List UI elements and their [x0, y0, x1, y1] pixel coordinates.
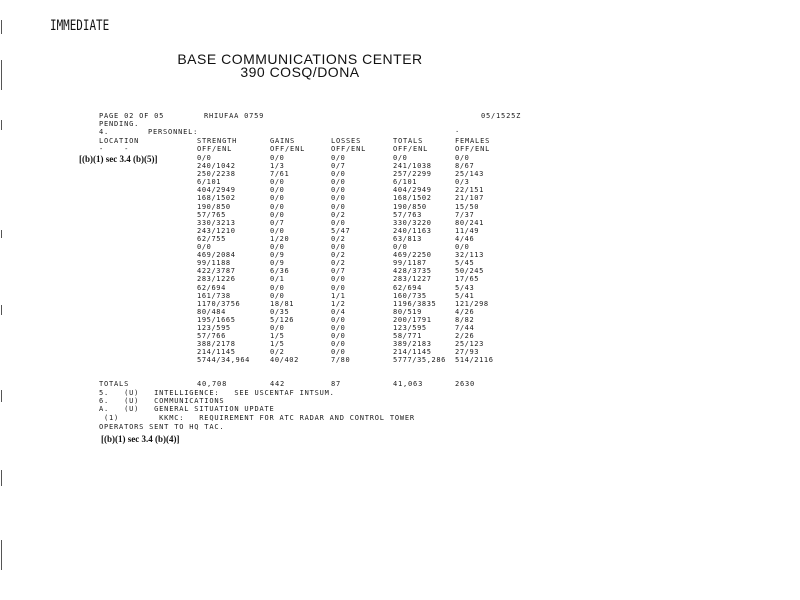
- message-ref: RHIUFAA 0759: [204, 112, 265, 120]
- table-cell-strength: 469/2084: [197, 251, 236, 260]
- table-cell-totals: 0/0: [393, 154, 408, 162]
- table-cell-totals: 160/735: [393, 291, 427, 300]
- table-cell-totals: 5777/35,286: [393, 356, 446, 365]
- margin-mark: [1, 390, 2, 402]
- table-cell-totals: 428/3735: [393, 267, 432, 276]
- header-line-2: 390 COSQ/DONA: [240, 64, 360, 80]
- header-totals: TOTALS: [393, 137, 424, 145]
- table-cell-females: 27/93: [455, 348, 480, 357]
- table-cell-females: 121/298: [455, 299, 489, 308]
- page-number: PAGE 02 OF 05: [99, 112, 165, 120]
- table-cell-gains: 0/9: [270, 251, 285, 260]
- table-cell-losses: 1/1: [331, 291, 346, 300]
- table-cell-strength: 0/0: [197, 154, 212, 162]
- table-cell-losses: 0/0: [331, 178, 346, 187]
- table-cell-females: 25/143: [455, 170, 484, 179]
- table-cell-gains: 0/0: [270, 194, 285, 203]
- table-cell-strength: 0/0: [197, 243, 212, 252]
- table-cell-gains: 0/0: [270, 210, 285, 219]
- subheader-gains: OFF/ENL: [270, 145, 306, 153]
- table-cell-strength: 283/1226: [197, 275, 236, 284]
- table-cell-losses: 0/0: [331, 243, 346, 252]
- totals-label: TOTALS: [99, 380, 130, 388]
- table-cell-strength: 123/595: [197, 323, 231, 332]
- section-number: 4.: [99, 128, 110, 136]
- table-cell-totals: 257/2299: [393, 170, 432, 179]
- margin-mark: [1, 20, 2, 34]
- margin-mark: [1, 305, 2, 315]
- table-cell-losses: 0/0: [331, 283, 346, 292]
- table-cell-totals: 214/1145: [393, 348, 432, 357]
- footer-line: 6. (U) COMMUNICATIONS: [99, 397, 225, 405]
- table-cell-losses: 0/0: [331, 323, 346, 332]
- table-cell-strength: 6/101: [197, 178, 222, 187]
- table-cell-totals: 1196/3835: [393, 299, 437, 308]
- subheader-location: - -: [99, 145, 130, 153]
- footer-line: OPERATORS SENT TO HQ TAC.: [99, 423, 225, 431]
- table-cell-losses: 0/0: [331, 218, 346, 227]
- table-cell-gains: 0/35: [270, 307, 290, 316]
- table-cell-strength: 62/755: [197, 234, 226, 243]
- table-cell-gains: 1/3: [270, 162, 285, 171]
- table-cell-totals: 0/0: [393, 243, 408, 252]
- table-cell-totals: 123/595: [393, 323, 427, 332]
- footer-line: A. (U) GENERAL SITUATION UPDATE: [99, 405, 275, 413]
- table-cell-females: 4/26: [455, 307, 475, 316]
- table-cell-females: 5/41: [455, 291, 475, 300]
- totals-strength: 40,708: [197, 380, 228, 388]
- table-cell-strength: 62/694: [197, 283, 226, 292]
- table-cell-strength: 99/1188: [197, 259, 231, 268]
- totals-totals: 41,063: [393, 380, 424, 388]
- table-cell-totals: 58/771: [393, 332, 422, 341]
- table-cell-strength: 190/850: [197, 202, 231, 211]
- table-cell-females: 17/65: [455, 275, 480, 284]
- table-cell-losses: 0/2: [331, 234, 346, 243]
- table-cell-females: 7/44: [455, 323, 475, 332]
- table-cell-gains: 1/20: [270, 234, 290, 243]
- header-females: FEMALES: [455, 137, 491, 145]
- table-cell-strength: 240/1042: [197, 162, 236, 171]
- table-cell-totals: 168/1502: [393, 194, 432, 203]
- table-cell-losses: 7/80: [331, 356, 351, 365]
- table-cell-females: 2/26: [455, 332, 475, 341]
- table-cell-losses: 0/0: [331, 332, 346, 341]
- totals-losses: 87: [331, 380, 342, 388]
- table-cell-females: 25/123: [455, 340, 484, 349]
- table-cell-strength: 195/1665: [197, 315, 236, 324]
- header-line-1: BASE COMMUNICATIONS CENTER: [177, 51, 423, 67]
- table-cell-strength: 57/765: [197, 210, 226, 219]
- females-column: [455, 154, 494, 364]
- table-cell-gains: 0/0: [270, 243, 285, 252]
- table-cell-totals: 404/2949: [393, 186, 432, 195]
- table-cell-females: 0/0: [455, 154, 470, 162]
- table-cell-gains: 0/0: [270, 178, 285, 187]
- table-cell-strength: 168/1502: [197, 194, 236, 203]
- table-cell-strength: 250/2238: [197, 170, 236, 179]
- table-cell-females: 21/107: [455, 194, 484, 203]
- table-cell-losses: 0/7: [331, 162, 346, 171]
- table-cell-strength: 1170/3756: [197, 299, 241, 308]
- table-cell-females: 0/3: [455, 178, 470, 187]
- redaction-label-2: [(b)(1) sec 3.4 (b)(4)]: [101, 434, 180, 444]
- gains-column: [270, 154, 299, 364]
- table-cell-females: 8/82: [455, 315, 475, 324]
- header-location: LOCATION: [99, 137, 140, 145]
- table-cell-gains: 1/5: [270, 332, 285, 341]
- header-losses: LOSSES: [331, 137, 362, 145]
- table-cell-strength: 161/738: [197, 291, 231, 300]
- table-cell-gains: 0/0: [270, 283, 285, 292]
- table-cell-totals: 63/813: [393, 234, 422, 243]
- table-cell-totals: 57/763: [393, 210, 422, 219]
- table-cell-gains: 0/2: [270, 348, 285, 357]
- marker-dot: .: [455, 126, 461, 134]
- table-cell-gains: 0/1: [270, 275, 285, 284]
- table-cell-losses: 0/2: [331, 210, 346, 219]
- table-cell-gains: 0/0: [270, 202, 285, 211]
- table-cell-losses: 0/0: [331, 170, 346, 179]
- table-cell-females: 5/43: [455, 283, 475, 292]
- table-cell-strength: 57/766: [197, 332, 226, 341]
- table-cell-gains: 0/0: [270, 226, 285, 235]
- table-cell-gains: 7/61: [270, 170, 290, 179]
- table-cell-strength: 243/1210: [197, 226, 236, 235]
- totals-column: [393, 154, 446, 364]
- redaction-label: [(b)(1) sec 3.4 (b)(5)]: [79, 154, 158, 164]
- table-cell-gains: 6/36: [270, 267, 290, 276]
- subheader-losses: OFF/ENL: [331, 145, 367, 153]
- table-cell-losses: 0/4: [331, 307, 346, 316]
- table-cell-females: 514/2116: [455, 356, 494, 365]
- table-cell-females: 0/0: [455, 243, 470, 252]
- table-cell-totals: 389/2183: [393, 340, 432, 349]
- table-cell-females: 15/50: [455, 202, 480, 211]
- margin-mark: [1, 230, 2, 238]
- table-cell-gains: 40/402: [270, 356, 299, 365]
- table-cell-females: 5/45: [455, 259, 475, 268]
- table-cell-totals: 200/1791: [393, 315, 432, 324]
- table-cell-losses: 0/0: [331, 194, 346, 203]
- table-cell-losses: 0/7: [331, 267, 346, 276]
- table-cell-totals: 469/2250: [393, 251, 432, 260]
- table-cell-gains: 0/0: [270, 186, 285, 195]
- strength-column: [197, 154, 250, 364]
- table-cell-females: 4/46: [455, 234, 475, 243]
- table-cell-females: 80/241: [455, 218, 484, 227]
- table-cell-totals: 99/1187: [393, 259, 427, 268]
- table-cell-gains: 5/126: [270, 315, 295, 324]
- table-cell-females: 7/37: [455, 210, 475, 219]
- table-cell-strength: 422/3787: [197, 267, 236, 276]
- margin-mark: [1, 540, 2, 570]
- table-cell-females: 32/113: [455, 251, 484, 260]
- table-cell-strength: 5744/34,964: [197, 356, 250, 365]
- table-cell-losses: 5/47: [331, 226, 351, 235]
- table-cell-totals: 190/850: [393, 202, 427, 211]
- pending-label: PENDING.: [99, 120, 140, 128]
- table-cell-totals: 80/519: [393, 307, 422, 316]
- date-time-group: 05/1525Z: [481, 112, 522, 120]
- subheader-strength: OFF/ENL: [197, 145, 233, 153]
- header-strength: STRENGTH: [197, 137, 238, 145]
- table-cell-totals: 241/1038: [393, 162, 432, 171]
- table-cell-gains: 18/81: [270, 299, 295, 308]
- table-cell-losses: 0/0: [331, 348, 346, 357]
- table-cell-gains: 0/7: [270, 218, 285, 227]
- table-cell-losses: 0/0: [331, 340, 346, 349]
- table-cell-gains: 0/0: [270, 154, 285, 162]
- table-cell-gains: 0/0: [270, 323, 285, 332]
- table-cell-gains: 0/0: [270, 291, 285, 300]
- table-cell-losses: 0/0: [331, 315, 346, 324]
- footer-line: (1) KKMC: REQUIREMENT FOR ATC RADAR AND CONTROL TOWER: [99, 414, 415, 422]
- subheader-females: OFF/ENL: [455, 145, 491, 153]
- table-cell-totals: 6/101: [393, 178, 418, 187]
- table-cell-females: 50/245: [455, 267, 484, 276]
- table-cell-females: 11/49: [455, 226, 480, 235]
- table-cell-gains: 0/9: [270, 259, 285, 268]
- losses-column: [331, 154, 350, 364]
- precedence-label: IMMEDIATE: [50, 18, 110, 34]
- table-cell-totals: 240/1163: [393, 226, 432, 235]
- table-cell-strength: 214/1145: [197, 348, 236, 357]
- table-cell-totals: 330/3220: [393, 218, 432, 227]
- table-cell-losses: 0/2: [331, 259, 346, 268]
- table-cell-totals: 283/1227: [393, 275, 432, 284]
- table-cell-strength: 330/3213: [197, 218, 236, 227]
- margin-mark: [1, 470, 2, 486]
- table-cell-losses: 0/0: [331, 275, 346, 284]
- footer-line: 5. (U) INTELLIGENCE: SEE USCENTAF INTSUM.: [99, 389, 335, 397]
- subheader-totals: OFF/ENL: [393, 145, 429, 153]
- table-cell-losses: 0/0: [331, 186, 346, 195]
- table-cell-females: 22/151: [455, 186, 484, 195]
- table-cell-losses: 0/0: [331, 154, 346, 162]
- table-cell-losses: 0/2: [331, 251, 346, 260]
- table-cell-losses: 1/2: [331, 299, 346, 308]
- totals-gains: 442: [270, 380, 286, 388]
- table-cell-strength: 388/2178: [197, 340, 236, 349]
- section-title: PERSONNEL:: [148, 128, 199, 136]
- table-cell-losses: 0/0: [331, 202, 346, 211]
- totals-females: 2630: [455, 380, 476, 388]
- table-cell-strength: 404/2949: [197, 186, 236, 195]
- table-cell-strength: 80/484: [197, 307, 226, 316]
- table-cell-females: 8/67: [455, 162, 475, 171]
- table-cell-totals: 62/694: [393, 283, 422, 292]
- header-gains: GAINS: [270, 137, 296, 145]
- margin-mark: [1, 120, 2, 130]
- table-cell-gains: 1/5: [270, 340, 285, 349]
